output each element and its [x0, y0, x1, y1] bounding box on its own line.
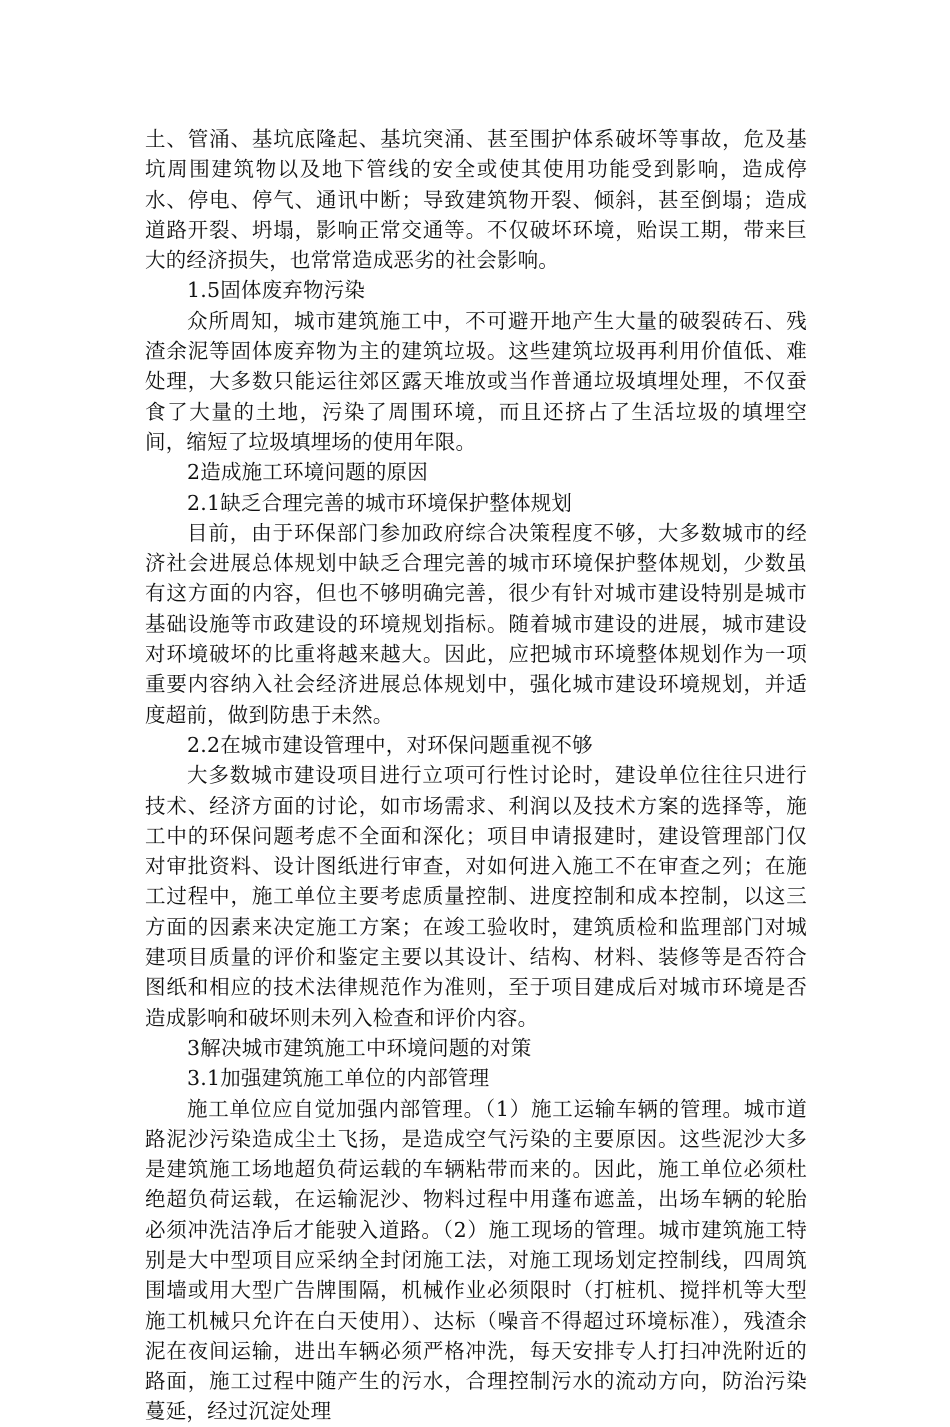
section-heading-2-2: 2.2在城市建设管理中，对环保问题重视不够 [187, 732, 593, 757]
paragraph-continued: 土、管涌、基坑底隆起、基坑突涌、甚至围护体系破坏等事故，危及基坑周围建筑物以及地下管线的安全或使其使用功能受到影响，造成停水、停电、停气、通讯中断；导致建筑物开裂、倾斜，甚至倒塌；造成道路开裂、坍塌，影响正常交通等。不仅破坏环境，贻误工期，带来巨大的经济损失，也常常造成恶劣的社会影响。 [145, 127, 807, 273]
section-heading-1-5: 1.5固体废弃物污染 [187, 278, 366, 303]
paragraph: 目前，由于环保部门参加政府综合决策程度不够，大多数城市的经济社会进展总体规划中缺乏合理完善的城市环境保护整体规划，少数虽有这方面的内容，但也不够明确完善，很少有针对城市建设特别是城市基础设施等市政建设的环境规划指标。随着城市建设的进展，城市建设对环境破坏的比重将越来越大。因此，应把城市环境整体规划作为一项重要内容纳入社会经济进展总体规划中，强化城市建设环境规划，并适度超前，做到防患于未然。 [145, 520, 807, 727]
paragraph: 施工单位应自觉加强内部管理。（1）施工运输车辆的管理。城市道路泥沙污染造成尘土飞扬，是造成空气污染的主要原因。这些泥沙大多是建筑施工场地超负荷运载的车辆粘带而来的。因此，施工单位必须杜绝超负荷运载，在运输泥沙、物料过程中用蓬布遮盖，出场车辆的轮胎必须冲洗洁净后才能驶入道路。（2）施工现场的管理。城市建筑施工特别是大中型项目应采纳全封闭施工法，对施工现场划定控制线，四周筑围墙或用大型广告牌围隔，机械作业必须限时（打桩机、搅拌机等大型施工机械只允许在白天使用）、达标（噪音不得超过环境标准），残渣余泥在夜间运输，进出车辆必须严格冲洗，每天安排专人打扫冲洗附近的路面，施工过程中随产生的污水，合理控制污水的流动方向，防治污染蔓延，经过沉淀处理 [145, 1096, 807, 1424]
section-heading-2: 2造成施工环境问题的原因 [187, 460, 428, 485]
paragraph: 众所周知，城市建筑施工中，不可避开地产生大量的破裂砖石、残渣余泥等固体废弃物为主的建筑垃圾。这些建筑垃圾再利用价值低、难处理，大多数只能运往郊区露天堆放或当作普通垃圾填埋处理，不仅蚕食了大量的土地，污染了周围环境，而且还挤占了生活垃圾的填埋空间，缩短了垃圾填埋场的使用年限。 [145, 308, 807, 454]
document-body [145, 124, 807, 1427]
section-heading-2-1: 2.1缺乏合理完善的城市环境保护整体规划 [187, 490, 573, 515]
section-heading-3: 3解决城市建筑施工中环境问题的对策 [187, 1035, 532, 1060]
paragraph: 大多数城市建设项目进行立项可行性讨论时，建设单位往往只进行技术、经济方面的讨论，如市场需求、利润以及技术方案的选择等，施工中的环保问题考虑不全面和深化；项目申请报建时，建设管理部门仅对审批资料、设计图纸进行审查，对如何进入施工不在审查之列；在施工过程中，施工单位主要考虑质量控制、进度控制和成本控制，以这三方面的因素来决定施工方案；在竣工验收时，建筑质检和监理部门对城建项目质量的评价和鉴定主要以其设计、结构、材料、装修等是否符合图纸和相应的技术法律规范作为准则，至于项目建成后对城市环境是否造成影响和破坏则未列入检查和评价内容。 [145, 763, 807, 1030]
section-heading-3-1: 3.1加强建筑施工单位的内部管理 [187, 1066, 490, 1091]
